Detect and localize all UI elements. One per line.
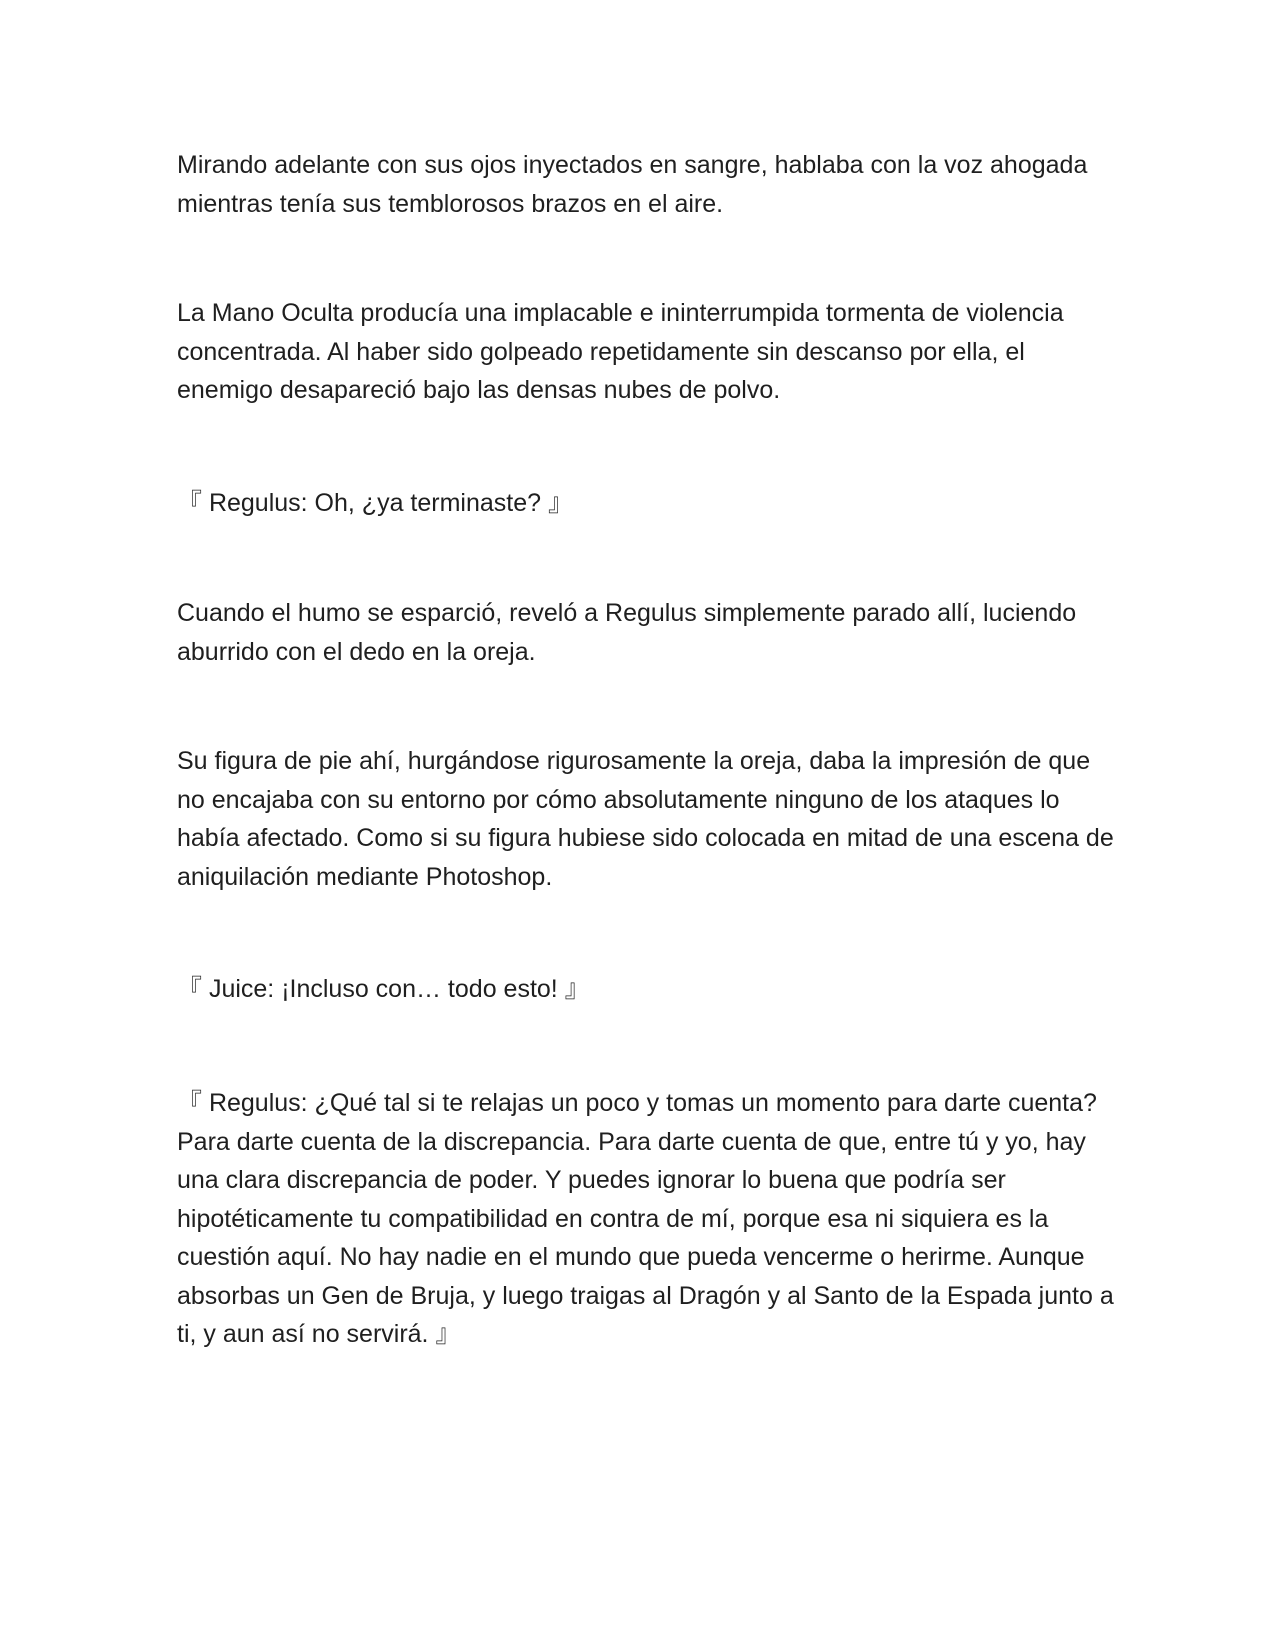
paragraph-narration-1: Mirando adelante con sus ojos inyectados en sangre, hablaba con la voz ahogada mientras tenía sus temblorosos brazos en el aire. [177,151,1088,218]
dialogue-juice-1: 『 Juice: ¡Incluso con… todo esto! 』 [177,975,590,1003]
paragraph-narration-3: Cuando el humo se esparció, reveló a Regulus simplemente parado allí, luciendo aburrido con el dedo en la oreja. [177,599,1077,666]
dialogue-regulus-2: 『 Regulus: ¿Qué tal si te relajas un poco y tomas un momento para darte cuenta? Para darte cuenta de la discrepancia. Para darte cuenta de que, entre tú y yo, hay una clara discrepancia de poder. Y puedes ignorar lo buena que podría ser hipotéticamente tu compatibilidad en contra de mí, porque esa ni siquiera es la cuestión aquí. No hay nadie en el mundo que pueda vencerme o herirme. Aunque absorbas un Gen de Bruja, y luego traigas al Dragón y al Santo de la Espada junto a ti, y aun así no servirá. 』 [177,1089,1114,1348]
dialogue-regulus-1: 『 Regulus: Oh, ¿ya terminaste? 』 [177,489,573,517]
paragraph-narration-2: La Mano Oculta producía una implacable e ininterrumpida tormenta de violencia concentrada. Al haber sido golpeado repetidamente sin descanso por ella, el enemigo desapareció bajo las densas nubes de polvo. [177,299,1064,404]
paragraph-narration-4: Su figura de pie ahí, hurgándose rigurosamente la oreja, daba la impresión de que no encajaba con su entorno por cómo absolutamente ninguno de los ataques lo había afectado. Como si su figura hubiese sido colocada en mitad de una escena de aniquilación mediante Photoshop. [177,747,1114,891]
